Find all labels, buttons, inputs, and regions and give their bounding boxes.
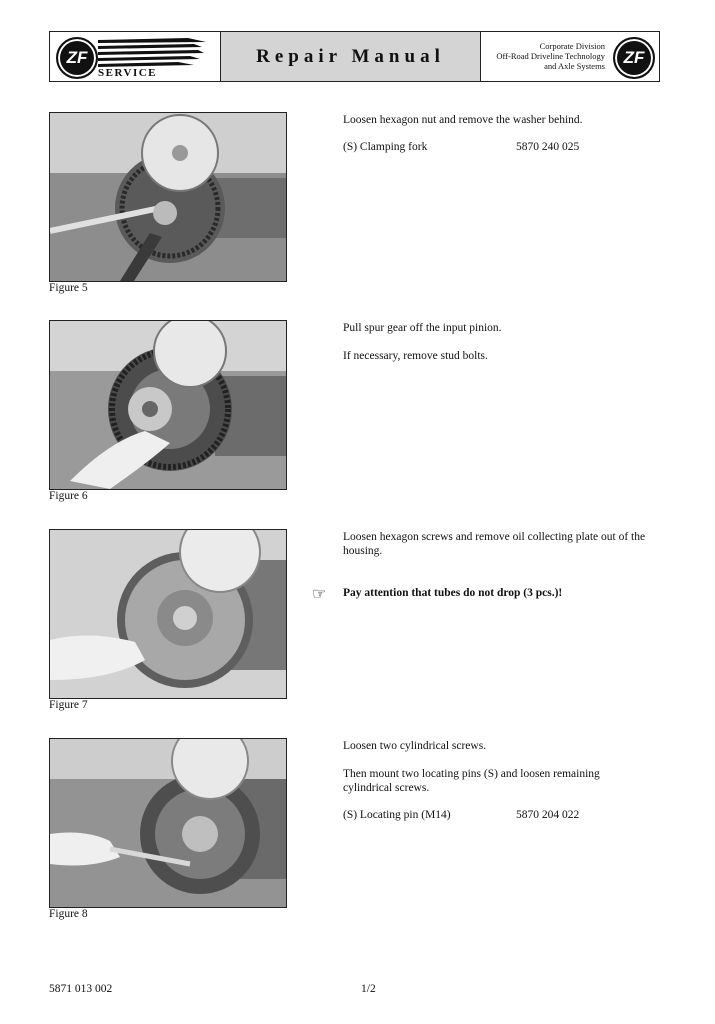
pointing-hand-icon: ☞ <box>312 586 327 603</box>
figure-caption: Figure 6 <box>49 490 88 502</box>
tool-name: (S) Clamping fork <box>343 141 428 153</box>
instruction-text: Loosen hexagon nut and remove the washer behind. <box>343 114 583 126</box>
speed-lines-icon <box>98 38 206 68</box>
zf-logo-icon: ZF <box>56 37 98 79</box>
instruction-text: Then mount two locating pins (S) and loosen remaining cylindrical screws. <box>343 768 600 794</box>
tool-number: 5870 204 022 <box>516 809 580 821</box>
corporate-block <box>481 32 659 81</box>
tool-row <box>343 809 580 821</box>
instruction-text: Loosen hexagon screws and remove oil collecting plate out of the housing. <box>343 531 646 557</box>
page-number: 1/2 <box>361 983 376 995</box>
figure-5-photo <box>49 112 287 282</box>
document-number: 5871 013 002 <box>49 983 113 995</box>
instruction-text: Loosen two cylindrical screws. <box>343 740 487 752</box>
tool-row <box>343 141 580 153</box>
instruction-text: Pull spur gear off the input pinion. <box>343 322 502 334</box>
corporate-text: Corporate Division Off-Road Driveline Technology and Axle Systems <box>496 41 605 71</box>
zf-logo-icon: ZF <box>613 37 655 79</box>
figure-caption: Figure 8 <box>49 908 88 920</box>
figure-8-photo <box>49 738 287 908</box>
note-text: Pay attention that tubes do not drop (3 pcs.)! <box>343 587 563 599</box>
service-logo <box>50 32 221 81</box>
page-title: Repair Manual <box>221 32 481 81</box>
figure-caption: Figure 5 <box>49 282 88 294</box>
tool-number: 5870 240 025 <box>516 141 580 153</box>
instruction-text: If necessary, remove stud bolts. <box>343 350 488 362</box>
tool-name: (S) Locating pin (M14) <box>343 809 451 821</box>
page-header <box>49 31 660 82</box>
figure-caption: Figure 7 <box>49 699 88 711</box>
service-label: SERVICE <box>98 67 158 79</box>
figure-7-photo <box>49 529 287 699</box>
figure-6-photo <box>49 320 287 490</box>
